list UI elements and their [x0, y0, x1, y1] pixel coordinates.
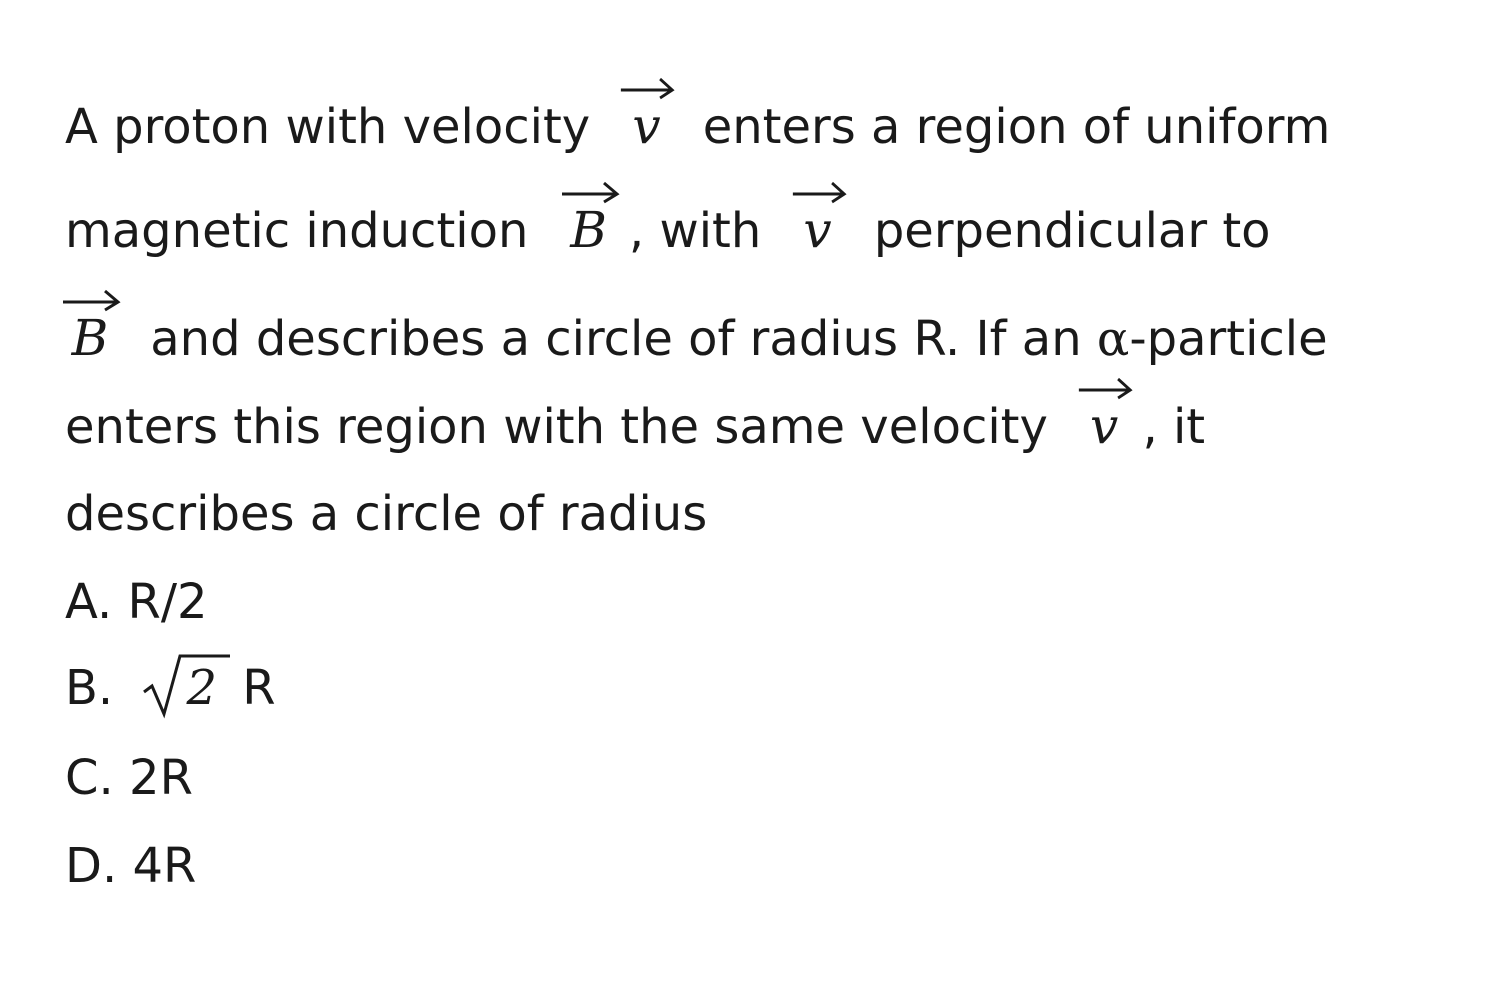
question-line-1 [65, 96, 1330, 156]
question-text: , with [628, 203, 762, 259]
question-text: -particle [1129, 311, 1328, 367]
magnetic-field-vector: B [65, 308, 115, 368]
option-b-suffix: R [242, 660, 276, 716]
radicand: 2 [186, 660, 217, 716]
question-text: and describes a circle of radius R. If an [150, 311, 1082, 367]
velocity-vector: v [795, 200, 841, 260]
vector-arrow-icon [560, 180, 620, 204]
vector-arrow-icon [61, 288, 121, 312]
option-b[interactable] [65, 658, 276, 718]
square-root-expression [142, 658, 217, 718]
vector-arrow-icon [1077, 376, 1133, 400]
question-line-5 [65, 484, 707, 544]
question-text: enters this region with the same velocity [65, 399, 1048, 455]
option-a-label: A. R/2 [65, 574, 208, 630]
question-text: magnetic induction [65, 203, 529, 259]
vector-arrow-icon [619, 76, 675, 100]
magnetic-field-vector: B [564, 200, 614, 260]
question-text: A proton with velocity [65, 99, 591, 155]
question-text: perpendicular to [873, 203, 1271, 259]
question-line-2 [65, 200, 1271, 260]
option-a[interactable] [65, 572, 208, 632]
velocity-vector: v [1081, 396, 1127, 456]
option-d-label: D. 4R [65, 838, 197, 894]
question-text: , it [1142, 399, 1206, 455]
question-text: describes a circle of radius [65, 486, 708, 542]
question-line-3 [65, 308, 1328, 368]
velocity-vector: v [623, 96, 669, 156]
option-d[interactable] [65, 836, 196, 896]
option-c-label: C. 2R [65, 750, 193, 806]
radical-sign-icon [140, 652, 232, 720]
question-text: enters a region of uniform [702, 99, 1331, 155]
option-c[interactable] [65, 748, 193, 808]
question-line-4 [65, 396, 1205, 456]
option-b-label: B. [65, 660, 114, 716]
alpha-symbol: α [1096, 311, 1130, 367]
vector-arrow-icon [791, 180, 847, 204]
